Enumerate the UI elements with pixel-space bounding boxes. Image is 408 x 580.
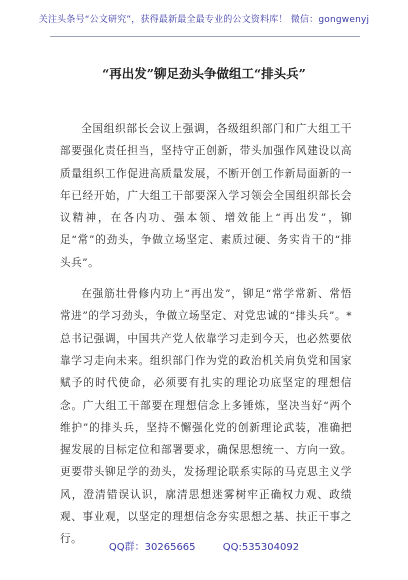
footer-qq-group: QQ群：30265665 (108, 542, 196, 553)
paragraph-1: 全国组织部长会议上强调，各级组织部门和广大组工干部要强化责任担当，坚持守正创新，带头加强作风建设以高质量组织工作促进高质量发展，不断开创工作新局面新的一年已经开始，广大组工干部要深入学习领会全国组织部长会议精神，在各内功、强本领、增效能上“再出发”，铆足“常”的劲头，争做立场坚定、素质过硬、务实肯干的“排头兵”。 (60, 123, 352, 269)
header-notice: 关注头条号“公文研究”，获得最新最全最专业的公文资料库！ 微信：gongwenyj (38, 15, 370, 25)
footer-qq: QQ:535304092 (222, 542, 300, 553)
footer-contact (0, 538, 408, 553)
header-divider (50, 36, 360, 37)
document-title: “再出发”铆足劲头争做组工“排头兵” (102, 66, 306, 81)
document-body (60, 118, 352, 560)
paragraph-2: 在强筋壮骨修内功上“再出发”，铆足“常学常新、常悟常进”的学习劲头，争做立场坚定、对党忠诚的“排头兵”。*总书记强调，中国共产党人依靠学习走到今天，也必然要依靠学习走向未来。组织部门作为党的政治机关肩负党和国家赋予的时代使命，必须要有扎实的理论功底坚定的理想信念。广大组工干部要在理想信念上多锤炼，坚决当好“两个维护”的排头兵，坚持不懈强化党的创新理论武装，准确把握发展的目标定位和部署要求，确保思想统一、方向一致。更要带头铆足学的劲头，发扬理论联系实际的马克思主义学风，澄清错误认识，廓清思想迷雾树牢正确权力观、政绩观、事业观，以坚定的理想信念夯实思想之基、扶正干事之行。 (60, 288, 352, 546)
